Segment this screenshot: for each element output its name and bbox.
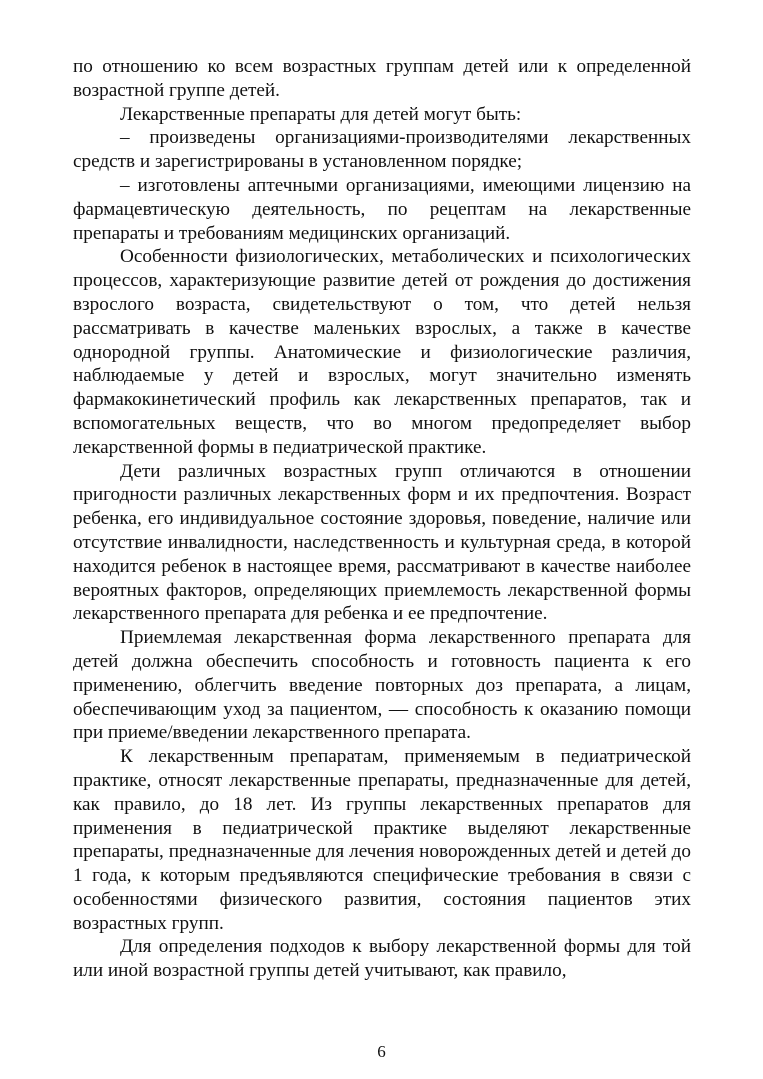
paragraph-list-intro: Лекарственные препараты для детей могут быть:: [120, 103, 522, 125]
paragraph-age-groups: Дети различных возрастных групп отличаются в отношении пригодности различных лекарственных форм и их предпочтения. Возраст ребенка, его индивидуальное состояние здоровья, поведение, наличие или отсутствие инвалидности, наследственность и культурная среда, в которой находится ребенок в настоящее время, рассматривают в качестве наиболее вероятных факторов, определяющих приемлемость лекарственной формы лекарственного препарата для ребенка и ее предпочтение.: [73, 460, 691, 625]
paragraph-pediatric-drugs: К лекарственным препаратам, применяемым в педиатрической практике, относят лекарственные препараты, предназначенные для детей, как правило, до 18 лет. Из группы лекарственных препаратов для применения в педиатрической практике выделяют лекарственные препараты, предназначенные для лечения новорожденных детей и детей до 1 года, к которым предъявляются специфические требования в связи с особенностями физического развития, состояния пациентов этих возрастных групп.: [73, 746, 691, 934]
paragraph-selection-approach: Для определения подходов к выбору лекарственной формы для той или иной возрастной группы детей учитывают, как правило,: [73, 936, 691, 982]
paragraph-physiology: Особенности физиологических, метаболических и психологических процессов, характеризующие развитие детей от рождения до достижения взрослого возраста, свидетельствуют о том, что детей нельзя рассматривать в качестве маленьких взрослых, а также в качестве однородной группы. Анатомические и физиологические различия, наблюдаемые у детей и взрослых, могут значительно изменять фармакокинетический профиль как лекарственных препаратов, так и вспомогательных веществ, что во многом предопределяет выбор лекарственной формы в педиатрической практике.: [73, 246, 691, 458]
paragraph-continuation: по отношению ко всем возрастных группам детей или к определенной возрастной группе детей.: [73, 56, 691, 101]
paragraph-acceptable-form: Приемлемая лекарственная форма лекарственного препарата для детей должна обеспечить способность и готовность пациента к его применению, облегчить введение повторных доз препарата, а лицам, обеспечивающим уход за пациентом, — способность к оказанию помощи при приеме/введении лекарственного препарата.: [73, 627, 691, 744]
list-item-manufactured: – произведены организациями-производителями лекарственных средств и зарегистрированы в установленном порядке;: [73, 127, 691, 173]
body-text: [73, 55, 691, 983]
page-number: 6: [377, 1042, 386, 1061]
list-item-pharmacy-made: – изготовлены аптечными организациями, имеющими лицензию на фармацевтическую деятельность, по рецептам на лекарственные препараты и требованиям медицинских организаций.: [73, 174, 691, 244]
